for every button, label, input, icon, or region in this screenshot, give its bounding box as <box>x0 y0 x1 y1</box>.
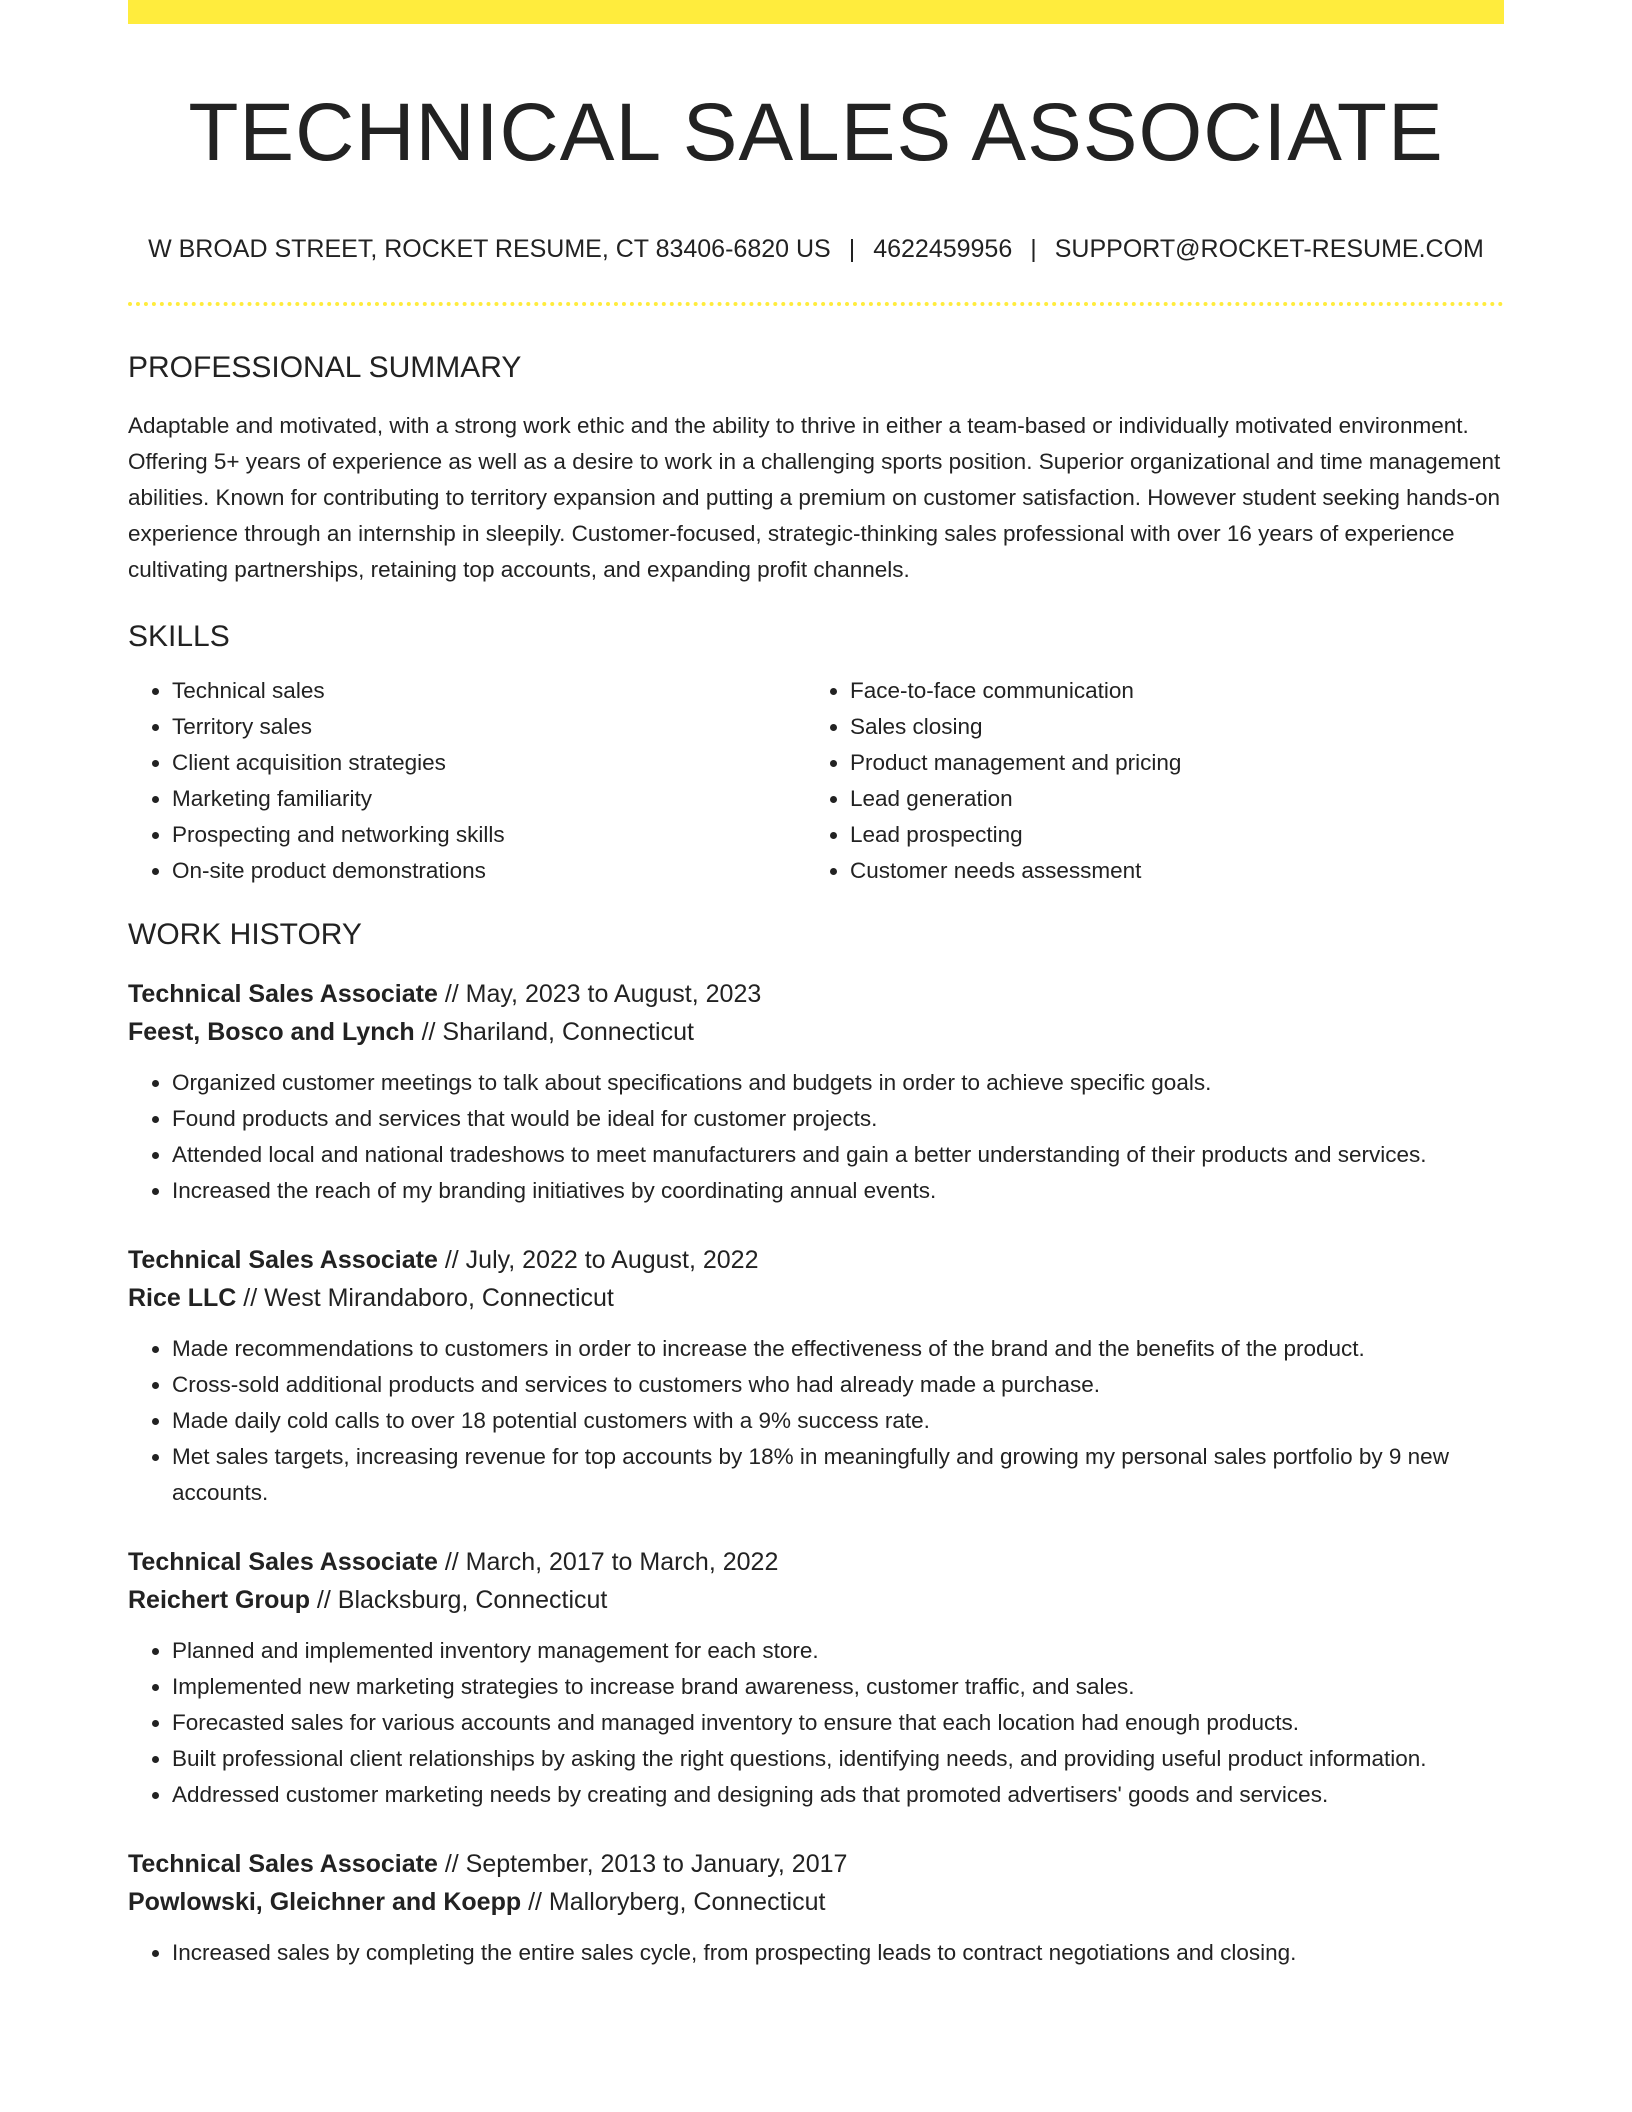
job-title: Technical Sales Associate <box>128 1548 438 1577</box>
job-bullet: • Addressed customer marketing needs by creating and designing ads that promoted advertisers' goods and services. <box>172 1777 1504 1813</box>
job-bullet: • Forecasted sales for various accounts and managed inventory to ensure that each location had enough products. <box>172 1705 1504 1741</box>
skill-item: • Technical sales <box>172 673 806 709</box>
job-location: // Malloryberg, Connecticut <box>521 1888 826 1917</box>
skill-item: • Sales closing <box>850 709 1484 745</box>
job-location: // Blacksburg, Connecticut <box>309 1586 608 1615</box>
job-bullets <box>128 1935 1504 1971</box>
job-company: Rice LLC <box>128 1284 237 1313</box>
job-bullets <box>128 1331 1504 1511</box>
skill-item: • Client acquisition strategies <box>172 745 806 781</box>
job-bullet: • Increased sales by completing the entire sales cycle, from prospecting leads to contract negotiations and closing. <box>172 1935 1504 1971</box>
job-bullet: • Increased the reach of my branding initiatives by coordinating annual events. <box>172 1173 1504 1209</box>
skill-item: • Face-to-face communication <box>850 673 1484 709</box>
job-location: // Shariland, Connecticut <box>414 1018 694 1047</box>
job-bullet: • Found products and services that would be ideal for customer projects. <box>172 1101 1504 1137</box>
dotted-divider <box>128 302 1504 306</box>
job-entry <box>128 1845 1504 1971</box>
job-title-line <box>128 1845 1504 1883</box>
skill-item: • Marketing familiarity <box>172 781 806 817</box>
contact-email: SUPPORT@ROCKET-RESUME.COM <box>1054 235 1484 264</box>
contact-address: W BROAD STREET, ROCKET RESUME, CT 83406-6820 US <box>148 235 831 264</box>
work-history-heading: WORK HISTORY <box>128 918 362 952</box>
summary-text: Adaptable and motivated, with a strong work ethic and the ability to thrive in either a team-based or individually motivated environment. Offering 5+ years of experience as well as a desire to work in a challenging sports position. Superior organizational and time management abilities. Known for contributing to territory expansion and putting a premium on customer satisfaction. However student seeking hands-on experience through an internship in sleepily. Customer-focused, strategic-thinking sales professional with over 16 years of experience cultivating partnerships, retaining top accounts, and expanding profit channels. <box>128 413 1501 583</box>
job-entry <box>128 1241 1504 1511</box>
job-bullet: • Planned and implemented inventory management for each store. <box>172 1633 1504 1669</box>
job-title-line <box>128 975 1504 1013</box>
contact-separator: | <box>848 235 856 264</box>
job-bullet: • Implemented new marketing strategies to increase brand awareness, customer traffic, and sales. <box>172 1669 1504 1705</box>
job-dates: // May, 2023 to August, 2023 <box>437 980 762 1009</box>
job-bullet: • Made recommendations to customers in order to increase the effectiveness of the brand and the benefits of the product. <box>172 1331 1504 1367</box>
job-title: Technical Sales Associate <box>128 980 438 1009</box>
skill-item: • On-site product demonstrations <box>172 853 806 889</box>
job-entry <box>128 1543 1504 1813</box>
job-company: Powlowski, Gleichner and Koepp <box>128 1888 522 1917</box>
job-title: Technical Sales Associate <box>128 1850 438 1879</box>
skills-column-left <box>128 673 806 889</box>
job-title: Technical Sales Associate <box>128 1246 438 1275</box>
job-bullet: • Built professional client relationships by asking the right questions, identifying needs, and providing useful product information. <box>172 1741 1504 1777</box>
job-bullets <box>128 1633 1504 1813</box>
skills-column-right <box>806 673 1484 889</box>
skill-item: • Product management and pricing <box>850 745 1484 781</box>
job-title-line <box>128 1543 1504 1581</box>
skill-item: • Territory sales <box>172 709 806 745</box>
accent-top-bar <box>128 0 1504 24</box>
job-bullet: • Organized customer meetings to talk about specifications and budgets in order to achieve specific goals. <box>172 1065 1504 1101</box>
job-bullet: • Met sales targets, increasing revenue for top accounts by 18% in meaningfully and growing my personal sales portfolio by 9 new accounts. <box>172 1439 1504 1511</box>
resume-page <box>128 0 1504 1971</box>
job-company-line <box>128 1883 1504 1921</box>
contact-separator: | <box>1030 235 1037 264</box>
job-dates: // July, 2022 to August, 2022 <box>437 1246 759 1275</box>
resume-name: TECHNICAL SALES ASSOCIATE <box>188 87 1444 178</box>
contact-phone: 4622459956 <box>873 235 1013 264</box>
job-bullets <box>128 1065 1504 1209</box>
job-bullet: • Cross-sold additional products and services to customers who had already made a purchase. <box>172 1367 1504 1403</box>
skills-heading: SKILLS <box>128 620 230 654</box>
job-title-line <box>128 1241 1504 1279</box>
job-entry <box>128 975 1504 1209</box>
job-company-line <box>128 1013 1504 1051</box>
job-company-line <box>128 1581 1504 1619</box>
contact-line <box>128 234 1504 264</box>
job-dates: // September, 2013 to January, 2017 <box>437 1850 848 1879</box>
skill-item: • Lead prospecting <box>850 817 1484 853</box>
skills-grid <box>128 673 1504 889</box>
job-bullet: • Attended local and national tradeshows to meet manufacturers and gain a better understanding of their products and services. <box>172 1137 1504 1173</box>
job-bullet: • Made daily cold calls to over 18 potential customers with a 9% success rate. <box>172 1403 1504 1439</box>
skill-item: • Prospecting and networking skills <box>172 817 806 853</box>
job-company: Reichert Group <box>128 1586 310 1615</box>
job-location: // West Mirandaboro, Connecticut <box>236 1284 614 1313</box>
skill-item: • Customer needs assessment <box>850 853 1484 889</box>
job-dates: // March, 2017 to March, 2022 <box>437 1548 779 1577</box>
skill-item: • Lead generation <box>850 781 1484 817</box>
summary-heading: PROFESSIONAL SUMMARY <box>128 351 522 385</box>
job-company-line <box>128 1279 1504 1317</box>
job-company: Feest, Bosco and Lynch <box>128 1018 415 1047</box>
